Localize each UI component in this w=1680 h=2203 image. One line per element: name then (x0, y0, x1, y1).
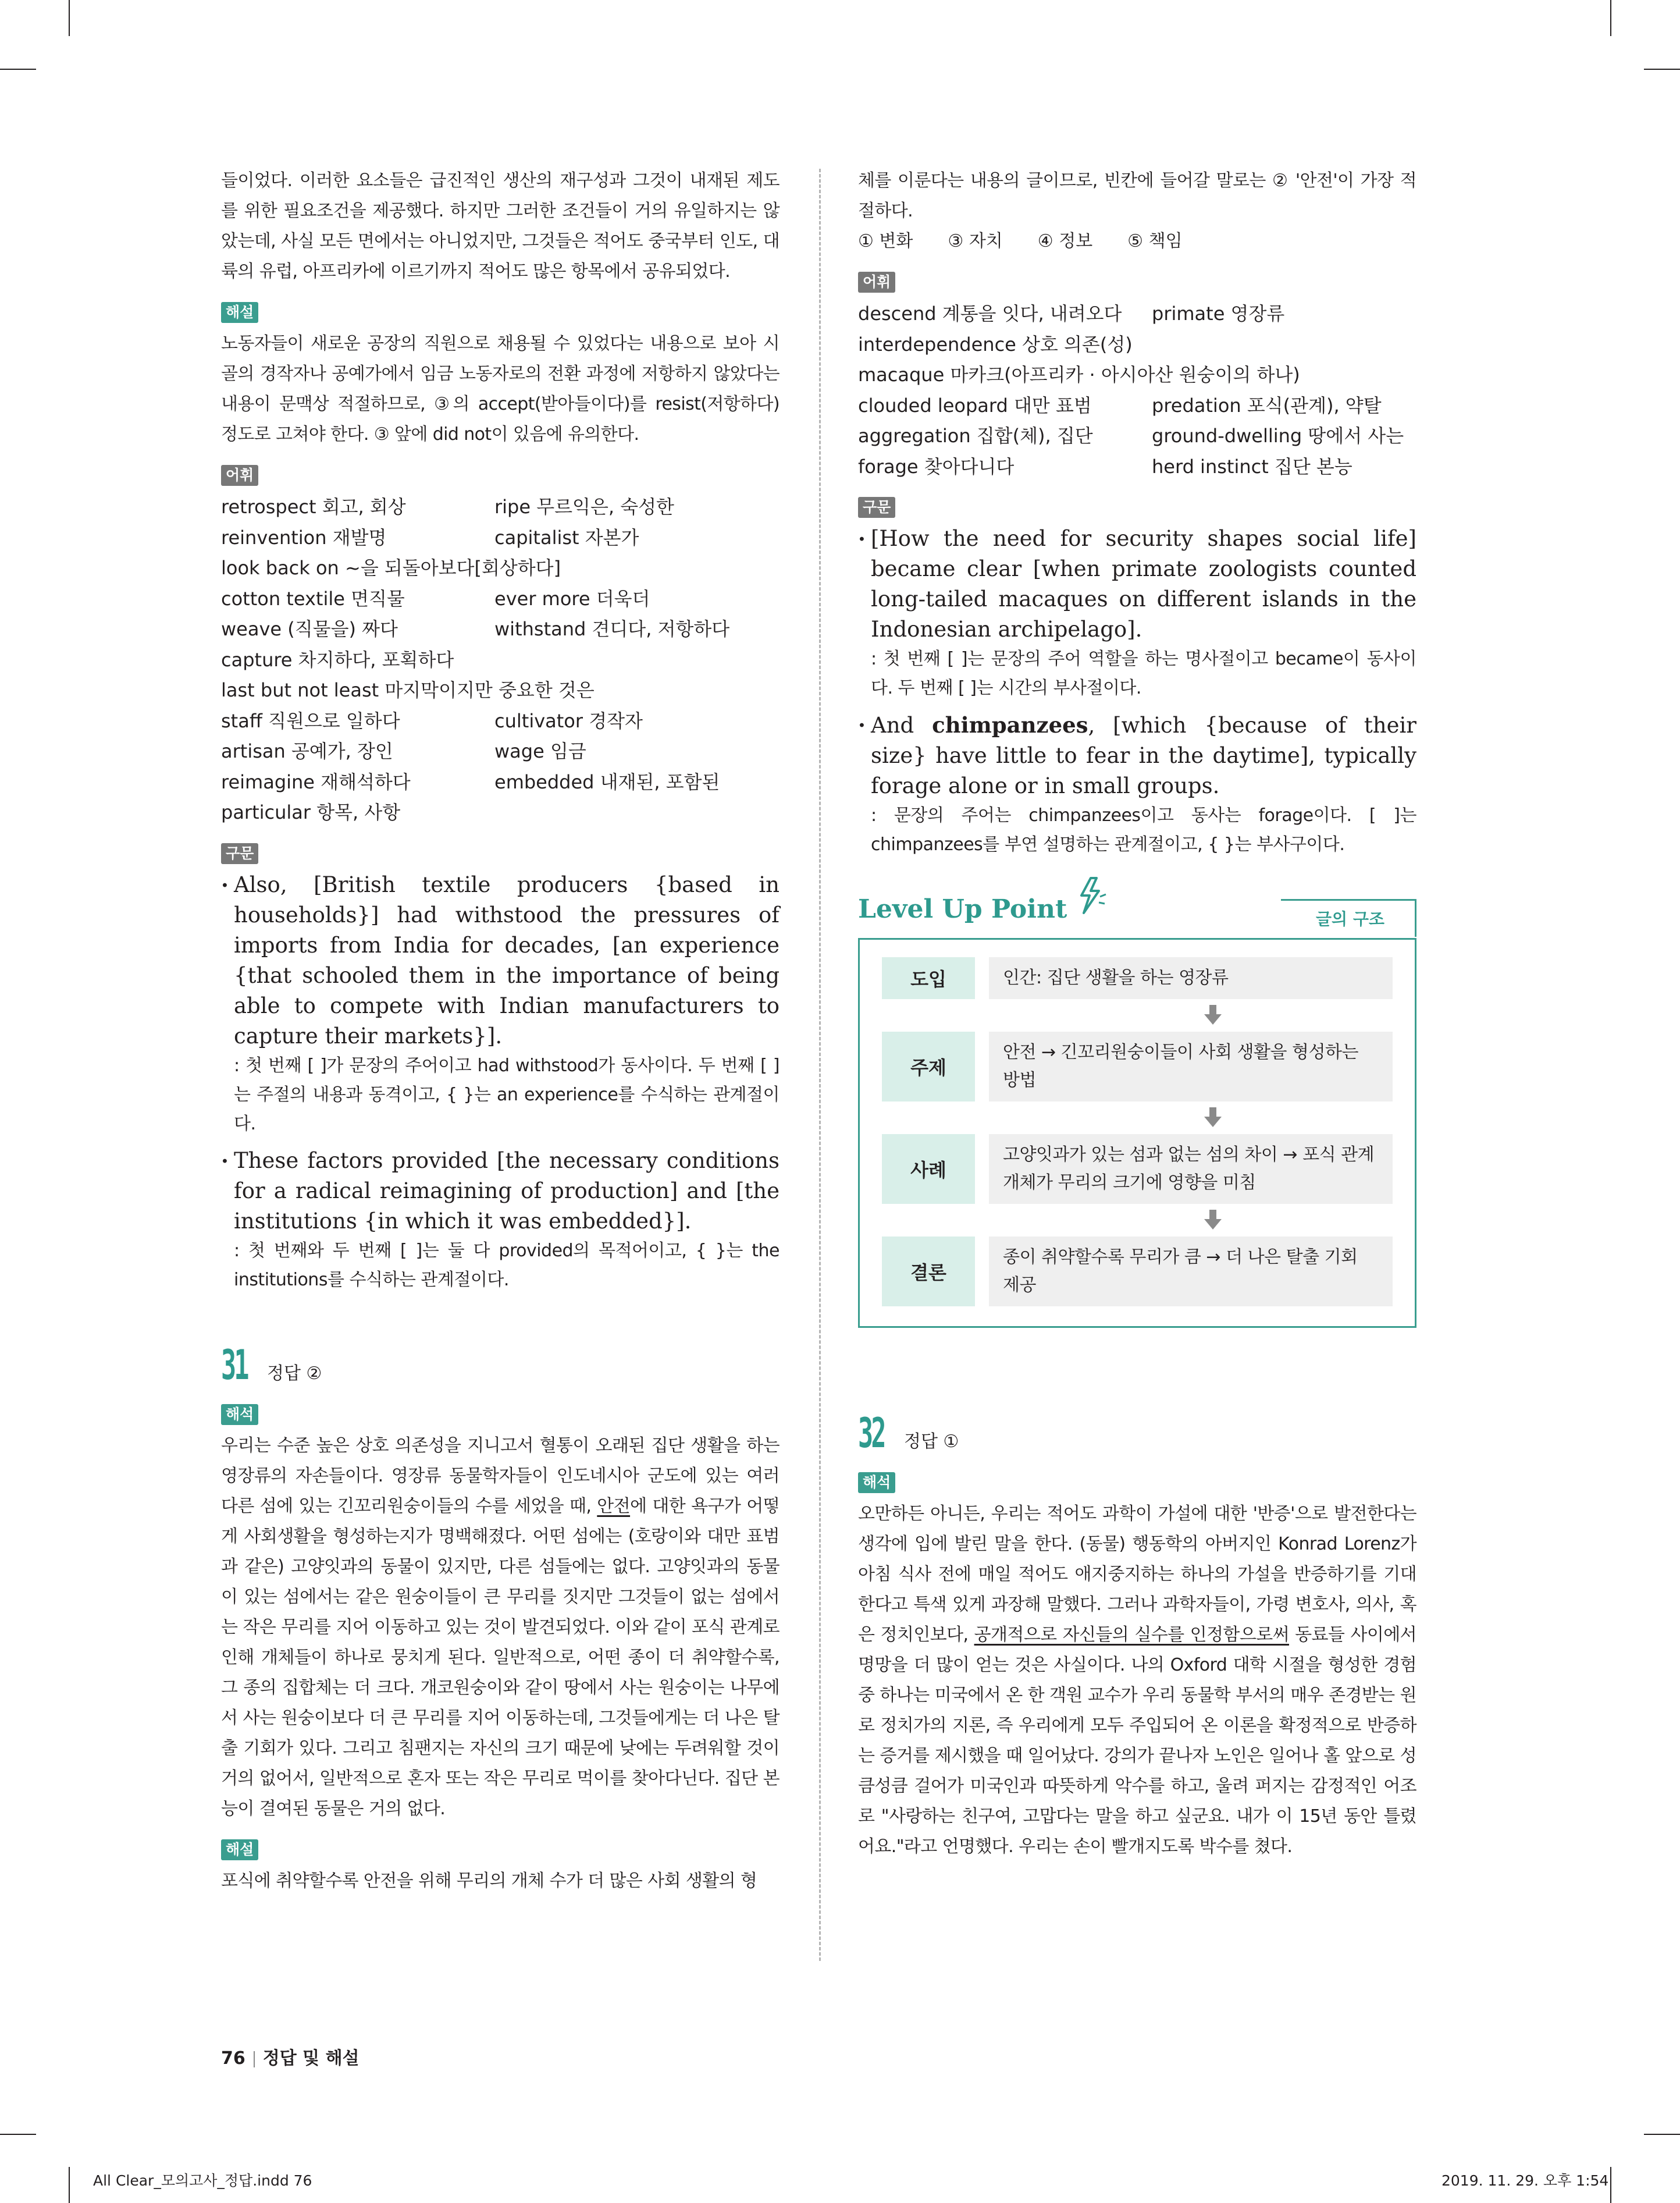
crop-mark (1610, 2167, 1611, 2203)
slug-date: 2019. 11. 29. 오후 1:54 (1441, 2172, 1609, 2189)
sentence-english: · These factors provided [the necessary conditions for a radical reimagining of production] and [the institutions {in which it was embedded}]. (221, 1146, 780, 1236)
choice: ④ 정보 (1037, 231, 1093, 251)
structure-tab: 글의 구조 (1281, 899, 1416, 937)
sentence-item (858, 710, 1416, 859)
crop-mark (0, 69, 36, 70)
eohwi-tag: 어휘 (221, 465, 258, 486)
choice: ③ 자치 (948, 231, 1003, 251)
vocab-entry: particular 항목, 사항 (221, 801, 401, 823)
vocab-entry: ground-dwelling 땅에서 사는 (1152, 425, 1404, 447)
structure-label: 도입 (882, 957, 975, 999)
question-header (858, 1409, 1416, 1457)
haeseol-tag: 해설 (221, 1839, 258, 1860)
structure-row (882, 1134, 1393, 1204)
vocab-entry: artisan 공예가, 장인 (221, 740, 393, 762)
structure-text: 고양잇과가 있는 섬과 없는 섬의 차이 → 포식 관계 개체가 무리의 크기에 영향을 미침 (989, 1134, 1393, 1204)
vocab-entry: interdependence 상호 의존(성) (858, 333, 1133, 356)
column-divider (819, 169, 821, 1961)
translation-text: 오만하든 아니든, 우리는 적어도 과학이 가설에 대한 '반증'으로 발전한다는 생각에 입에 발린 말을 한다. (동물) 행동학의 아버지인 Konrad Lorenz가 아침 식사 전에 매일 적어도 애지중지하는 하나의 가설을 반증하기를 기대한다고 특색 있게 과장해 말했다. 그러나 과학자들이, 가령 변호사, 의사, 혹은 정치인보다, 공개적으로 자신들의 실수를 인정함으로써 동료들 사이에서 명망을 더 많이 얻는 것은 사실이다. 나의 Oxford 대학 시절을 형성한 경험 중 하나는 미국에서 온 한 객원 교수가 우리 동물학 부서의 매우 존경받는 원로 정치가의 지론, 즉 우리에게 모두 주입되어 온 이론을 확정적으로 반증하는 증거를 제시했을 때 일어났다. 강의가 끝나자 노인은 일어나 홀 앞으로 성큼성큼 걸어가 미국인과 따뜻하게 악수를 하고, 울려 퍼지는 감정적인 어조로 "사랑하는 친구여, 고맙다는 말을 하고 싶군요. 내가 이 15년 동안 틀렸어요."라고 언명했다. 우리는 손이 빨개지도록 박수를 쳤다. (858, 1504, 1416, 1857)
vocab-entry: wage 임금 (494, 740, 586, 762)
haeseok-tag: 해석 (858, 1472, 895, 1493)
vocab-entry: herd instinct 집단 본능 (1152, 455, 1352, 478)
structure-text: 종이 취약할수록 무리가 큼 → 더 나은 탈출 기회 제공 (989, 1236, 1393, 1306)
question-number: 32 (858, 1409, 884, 1457)
sentence-item (221, 1146, 780, 1295)
structure-text: 인간: 집단 생활을 하는 영장류 (989, 957, 1393, 999)
crop-mark (69, 0, 70, 36)
sentence-explanation: : 첫 번째 [ ]는 문장의 주어 역할을 하는 명사절이고 became이 동사이다. 두 번째 [ ]는 시간의 부사절이다. (871, 649, 1416, 698)
haeseol-text: 포식에 취약할수록 안전을 위해 무리의 개체 수가 더 많은 사회 생활의 형 (221, 1870, 757, 1891)
vocab-entry: macaque 마카크(아프리카 · 아시아산 원숭이의 하나) (858, 364, 1300, 386)
vocab-entry: cultivator 경작자 (494, 709, 643, 732)
vocab-entry: aggregation 집합(체), 집단 (858, 425, 1093, 447)
vocab-entry: look back on ~을 되돌아보다[회상하다] (221, 557, 561, 579)
vocab-entry: forage 찾아다니다 (858, 455, 1015, 478)
sentence-explanation: : 첫 번째와 두 번째 [ ]는 둘 다 provided의 목적어이고, { }는 the institutions를 수식하는 관계절이다. (234, 1240, 780, 1290)
structure-row (882, 1236, 1393, 1306)
choice: ⑤ 책임 (1127, 231, 1183, 251)
sentence-item (858, 524, 1416, 703)
answer-label: 정답 ② (267, 1363, 322, 1384)
vocab-entry: reimagine 재해석하다 (221, 770, 411, 793)
structure-label: 사례 (882, 1134, 975, 1204)
vocab-entry: descend 계통을 잇다, 내려오다 (858, 303, 1122, 325)
structure-text: 안전 → 긴꼬리원숭이들이 사회 생활을 형성하는 방법 (989, 1032, 1393, 1102)
vocab-entry: capture 차지하다, 포획하다 (221, 648, 454, 671)
page-footer (221, 2044, 360, 2069)
vocab-list (221, 492, 780, 828)
vocab-entry: last but not least 마지막이지만 중요한 것은 (221, 679, 595, 701)
arrow-down-icon (1204, 1206, 1222, 1234)
sentence-english: · [How the need for security shapes social life] became clear [when primate zoologists counted long-tailed macaques on different islands in the Indonesian archipelago]. (858, 524, 1416, 645)
structure-label: 주제 (882, 1032, 975, 1102)
vocab-entry: primate 영장류 (1152, 303, 1285, 325)
structure-row (882, 957, 1393, 999)
sentence-explanation: : 문장의 주어는 chimpanzees이고 동사는 forage이다. [ ]는 chimpanzees를 부연 설명하는 관계절이고, { }는 부사구이다. (871, 805, 1416, 855)
structure-box (858, 938, 1416, 1328)
vocab-entry: ever more 더욱더 (494, 587, 650, 610)
vocab-entry: reinvention 재발명 (221, 526, 387, 549)
vocab-entry: cotton textile 면직물 (221, 587, 405, 610)
sentence-explanation: : 첫 번째 [ ]가 문장의 주어이고 had withstood가 동사이다. 두 번째 [ ]는 주절의 내용과 동격이고, { }는 an experience를 수식하는 관계절이다. (234, 1055, 780, 1134)
gumun-tag: 구문 (221, 843, 258, 864)
vocab-entry: retrospect 회고, 회상 (221, 496, 406, 518)
question-header (221, 1341, 780, 1389)
eohwi-tag: 어휘 (858, 272, 895, 293)
haeseok-tag: 해석 (221, 1404, 258, 1425)
answer-label: 정답 ① (904, 1431, 959, 1452)
crop-mark (0, 2134, 36, 2135)
crop-mark (1644, 69, 1680, 70)
structure-label: 결론 (882, 1236, 975, 1306)
crop-mark (1610, 0, 1611, 36)
structure-row (882, 1032, 1393, 1102)
level-up-title: Level Up Point (858, 894, 1067, 924)
footer-title: 정답 및 해설 (262, 2048, 360, 2069)
vocab-entry: staff 직원으로 일하다 (221, 709, 400, 732)
sentence-item (221, 870, 780, 1139)
haeseol-tag: 해설 (221, 302, 258, 323)
right-column (858, 166, 1416, 1862)
translation-text: 우리는 수준 높은 상호 의존성을 지니고서 혈통이 오래된 집단 생활을 하는 영장류의 자손들이다. 영장류 동물학자들이 인도네시아 군도에 있는 여러 다른 섬에 있는 긴꼬리원숭이들의 수를 세었을 때, 안전에 대한 욕구가 어떻게 사회생활을 형성하는지가 명백해졌다. 어떤 섬에는 (호랑이와 대만 표범과 같은) 고양잇과의 동물이 있지만, 다른 섬들에는 없다. 고양잇과의 동물이 있는 섬에서는 같은 원숭이들이 큰 무리를 짓지만 그것들이 없는 섬에서는 작은 무리를 지어 이동하고 있는 것이 발견되었다. 이와 같이 포식 관계로 인해 개체들이 하나로 뭉치게 된다. 일반적으로, 어떤 종이 더 취약할수록, 그 종의 집합체는 더 크다. 개코원숭이와 같이 땅에서 사는 원숭이는 나무에서 사는 원숭이보다 더 큰 무리를 지어 이동하는데, 그것들에게는 더 나은 탈출 기회가 있다. 그리고 침팬지는 자신의 크기 때문에 낮에는 두려워할 것이 거의 없어서, 일반적으로 혼자 또는 작은 무리로 먹이를 찾아다닌다. 집단 본능이 결여된 동물은 거의 없다. (221, 1435, 780, 1819)
crop-mark (1644, 2134, 1680, 2135)
intro-paragraph: 들이었다. 이러한 요소들은 급진적인 생산의 재구성과 그것이 내재된 제도를 위한 필요조건을 제공했다. 하지만 그러한 조건들이 거의 유일하지는 않았는데, 사실 모든 면에서는 아니었지만, 그것들은 적어도 중국부터 인도, 대륙의 유럽, 아프리카에 이르기까지 적어도 많은 항목에서 공유되었다. (221, 170, 780, 282)
level-up-point (858, 894, 1416, 1328)
underlined-phrase: 공개적으로 자신들의 실수를 인정함으로써 (974, 1625, 1289, 1645)
arrow-down-icon (1204, 1104, 1222, 1132)
gumun-tag: 구문 (858, 497, 895, 518)
crop-mark (69, 2167, 70, 2203)
arrow-down-icon (1204, 1001, 1222, 1029)
vocab-entry: embedded 내재된, 포함된 (494, 770, 720, 793)
haeseol-text: 노동자들이 새로운 공장의 직원으로 채용될 수 있었다는 내용으로 보아 시골의 경작자나 공예가에서 임금 노동자로의 전환 과정에 저항하지 않았다는 내용이 문맥상 적절하므로, ③의 accept(받아들이다)를 resist(저항하다) 정도로 고쳐야 한다. ③ 앞에 did not이 있음에 유의한다. (221, 333, 780, 445)
vocab-entry: clouded leopard 대만 표범 (858, 394, 1092, 417)
sentence-english: · Also, [British textile producers {based in households}] had withstood the pressures of imports from India for decades, [an experience {that schooled them in the importance of being able to compete with Indian manufacturers to capture their markets}]. (221, 870, 780, 1051)
vocab-entry: capitalist 자본가 (494, 526, 639, 549)
other-choices (858, 226, 1416, 257)
choice: ① 변화 (858, 231, 913, 251)
underlined-phrase: 안전 (597, 1495, 631, 1516)
vocab-entry: weave (직물을) 짜다 (221, 618, 398, 640)
vocab-entry: ripe 무르익은, 숙성한 (494, 496, 674, 518)
intro-paragraph: 체를 이룬다는 내용의 글이므로, 빈칸에 들어갈 말로는 ② '안전'이 가장 적절하다. (858, 170, 1416, 221)
vocab-entry: predation 포식(관계), 약탈 (1152, 394, 1382, 417)
sentence-english: · And chimpanzees, [which {because of their size} have little to fear in the daytime], typically forage alone or in small groups. (858, 710, 1416, 801)
left-column (221, 166, 780, 1896)
vocab-entry: withstand 견디다, 저항하다 (494, 618, 730, 640)
question-number: 31 (221, 1341, 247, 1389)
page-number: 76 (221, 2048, 245, 2069)
lightning-icon (1073, 876, 1108, 916)
vocab-list (858, 299, 1416, 482)
slug-filename: All Clear_모의고사_정답.indd 76 (93, 2172, 312, 2189)
